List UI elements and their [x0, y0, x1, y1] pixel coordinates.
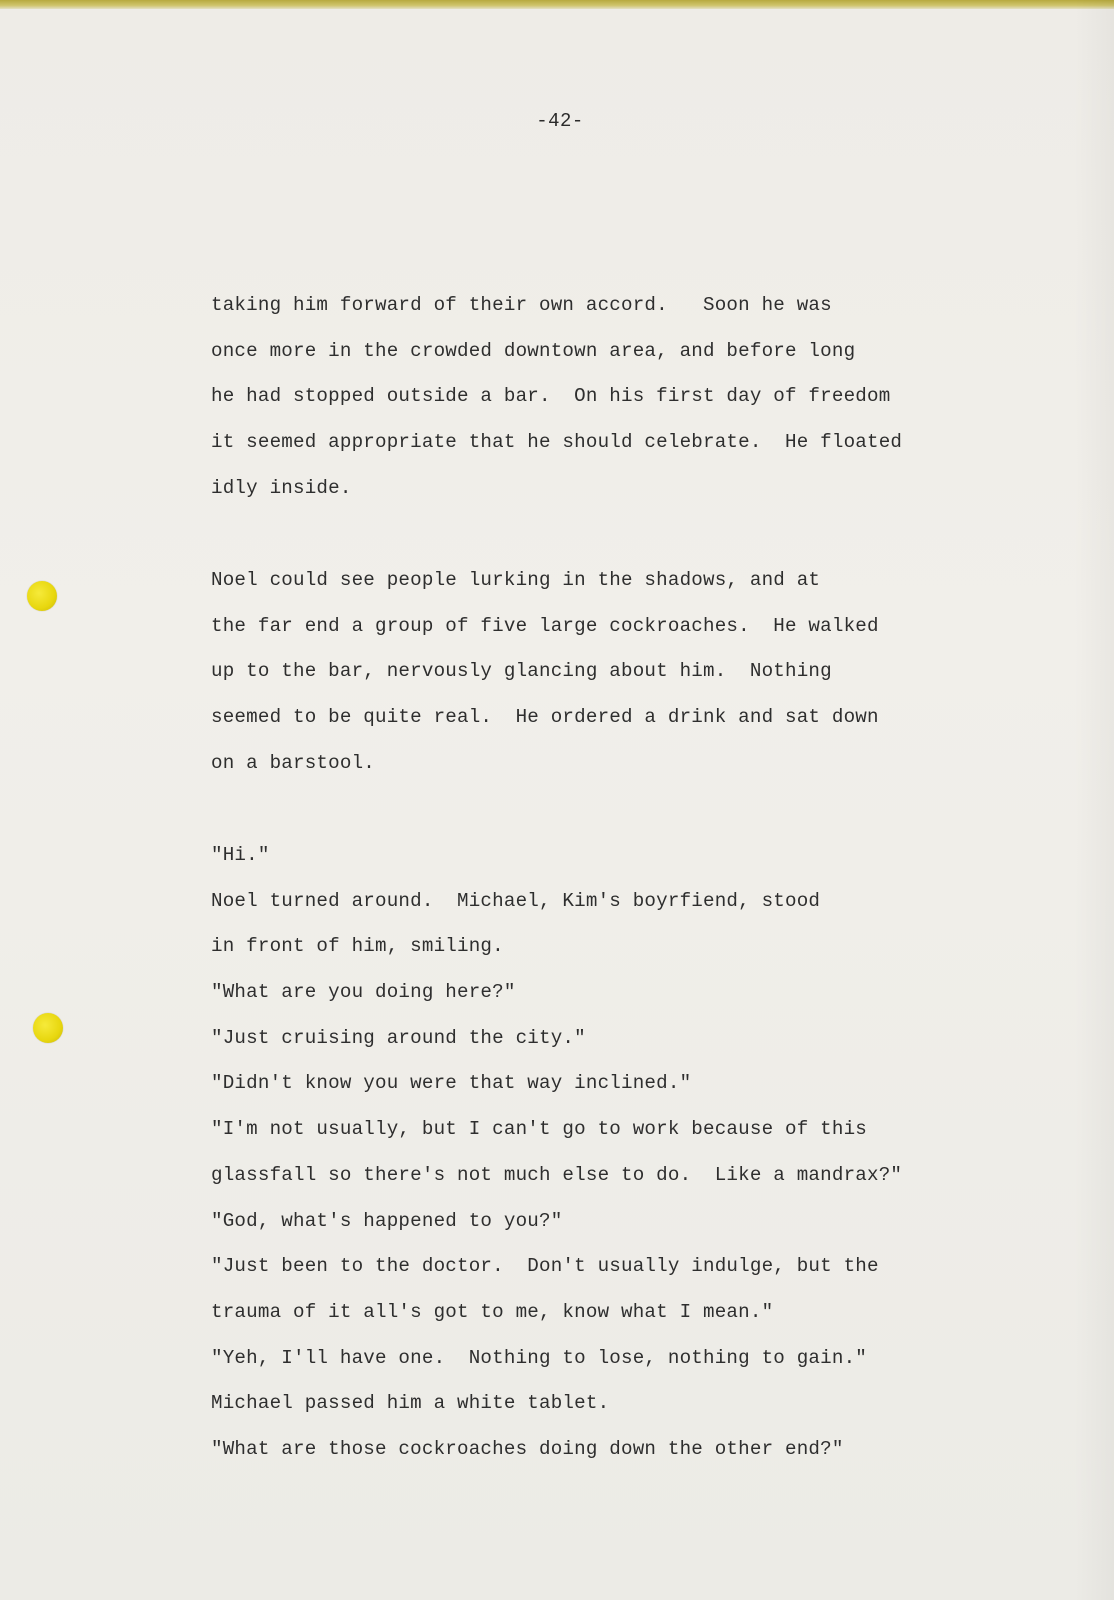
text-line: Michael passed him a white tablet.: [211, 1392, 610, 1415]
dialogue-block: [211, 833, 1071, 1473]
text-line: Noel turned around. Michael, Kim's boyrfiend, stood: [211, 889, 821, 912]
text-line: idly inside.: [211, 476, 352, 499]
page-number: -42-: [536, 110, 584, 132]
text-line: up to the bar, nervously glancing about him. Nothing: [211, 660, 832, 683]
text-line: "What are you doing here?": [211, 981, 516, 1004]
text-line: the far end a group of five large cockroaches. He walked: [211, 614, 879, 637]
text-line: once more in the crowded downtown area, and before long: [211, 339, 856, 362]
text-line: "What are those cockroaches doing down the other end?": [211, 1437, 844, 1460]
text-line: it seemed appropriate that he should celebrate. He floated: [211, 431, 903, 454]
text-line: "Just cruising around the city.": [211, 1026, 586, 1049]
text-line: "I'm not usually, but I can't go to work because of this: [211, 1118, 868, 1141]
text-line: in front of him, smiling.: [211, 935, 504, 958]
paragraph-1: [211, 283, 1071, 511]
text-line: "Hi.": [211, 844, 270, 866]
text-line: "Yeh, I'll have one. Nothing to lose, nothing to gain.": [211, 1346, 868, 1369]
text-line: taking him forward of their own accord. Soon he was: [211, 294, 832, 316]
page-top-edge: [0, 0, 1114, 9]
text-line: "Didn't know you were that way inclined.": [211, 1072, 692, 1095]
punch-hole-upper: [27, 581, 57, 611]
text-line: Noel could see people lurking in the shadows, and at: [211, 569, 821, 591]
text-line: seemed to be quite real. He ordered a drink and sat down: [211, 706, 879, 729]
text-line: glassfall so there's not much else to do. Like a mandrax?": [211, 1163, 903, 1186]
paragraph-2: [211, 558, 1071, 786]
text-line: "God, what's happened to you?": [211, 1209, 563, 1232]
text-line: he had stopped outside a bar. On his first day of freedom: [211, 385, 891, 408]
text-line: trauma of it all's got to me, know what I mean.": [211, 1300, 774, 1323]
punch-hole-lower: [33, 1013, 63, 1043]
text-line: on a barstool.: [211, 751, 376, 774]
page-edge-shadow: [1074, 0, 1114, 1600]
text-line: "Just been to the doctor. Don't usually indulge, but the: [211, 1255, 879, 1278]
